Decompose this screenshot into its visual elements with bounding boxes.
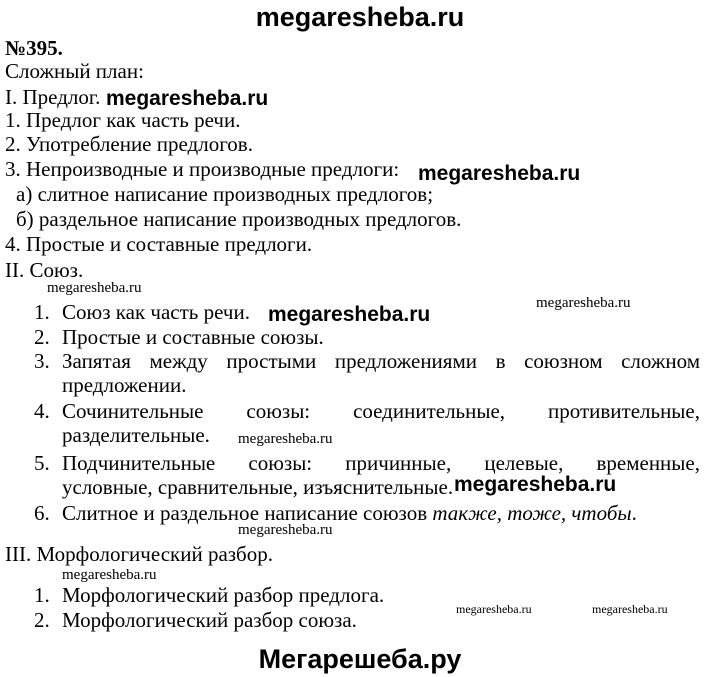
word: союзном [524,349,603,373]
word: предложениями [334,349,477,373]
item6-end: . [631,501,637,525]
word: временные, [596,451,700,475]
word: Сочинительные [62,399,204,423]
plan-title: Сложный план: [5,59,144,83]
word: соединительные, [353,399,506,423]
section1-item-3: 3. Непроизводные и производные предлоги: [5,157,400,181]
section3-item1-num: 1. [34,583,50,607]
section2-item3-line2: предложении. [62,373,187,397]
section2-item2-num: 2. [34,325,50,349]
word: противительные, [547,399,700,423]
section2-item4-line2: разделительные. [62,423,210,447]
word: причинные, [345,451,452,475]
section2-item3-num: 3. [34,349,50,373]
word: между [149,349,208,373]
task-number: №395. [5,36,63,60]
section2-item4-line1 [62,399,700,423]
watermark: megaresheba.ru [106,87,269,110]
word: сложном [621,349,700,373]
site-footer: Мегарешеба.ру [258,644,462,674]
watermark: megaresheba.ru [456,602,532,616]
word: простыми [226,349,317,373]
section2-item6-num: 6. [34,501,50,525]
word: союзы: [246,399,311,423]
section1-item-4: 4. Простые и составные предлоги. [5,232,313,256]
word: Подчинительные [62,451,216,475]
section2-item4-num: 4. [34,399,50,423]
section1-item-3b: б) раздельное написание производных предлогов. [16,207,462,231]
section3-item2-text: Морфологический разбор союза. [62,608,357,632]
section2-item2-text: Простые и составные союзы. [62,325,324,349]
word: Запятая [62,349,131,373]
section3-item2-num: 2. [34,608,50,632]
watermark: megaresheba.ru [238,431,333,447]
section2-item1-num: 1. [34,300,50,324]
section2-item6-text [62,501,637,525]
watermark: megaresheba.ru [536,295,631,311]
section1-title: I. Предлог. [5,85,101,109]
section3-title: III. Морфологический разбор. [5,542,273,566]
word: в [495,349,506,373]
watermark: megaresheba.ru [592,602,668,616]
word: союзы: [248,451,313,475]
section2-item5-line1 [62,451,700,475]
section1-item-3a: а) слитное написание производных предлогов; [16,182,434,206]
section1-item-1: 1. Предлог как часть речи. [5,108,241,132]
section2-item1-text: Союз как часть речи. [62,300,250,324]
section2-title: II. Союз. [5,258,84,282]
site-header: megaresheba.ru [255,2,465,32]
watermark: megaresheba.ru [268,303,431,326]
section2-item3-line1 [62,349,700,373]
section2-item5-line2: условные, сравнительные, изъяснительные. [62,475,454,499]
section1-item-2: 2. Употребление предлогов. [5,132,253,156]
watermark: megaresheba.ru [238,522,333,538]
word: целевые, [484,451,564,475]
section3-item1-text: Морфологический разбор предлога. [62,583,385,607]
watermark: megaresheba.ru [62,567,157,583]
watermark: megaresheba.ru [418,162,581,185]
watermark: megaresheba.ru [454,473,617,496]
section2-item5-num: 5. [34,451,50,475]
item6-main-text: Слитное и раздельное написание союзов [62,501,433,525]
item6-italic-conjunctions: также, тоже, чтобы [432,501,632,525]
watermark: megaresheba.ru [47,280,142,296]
